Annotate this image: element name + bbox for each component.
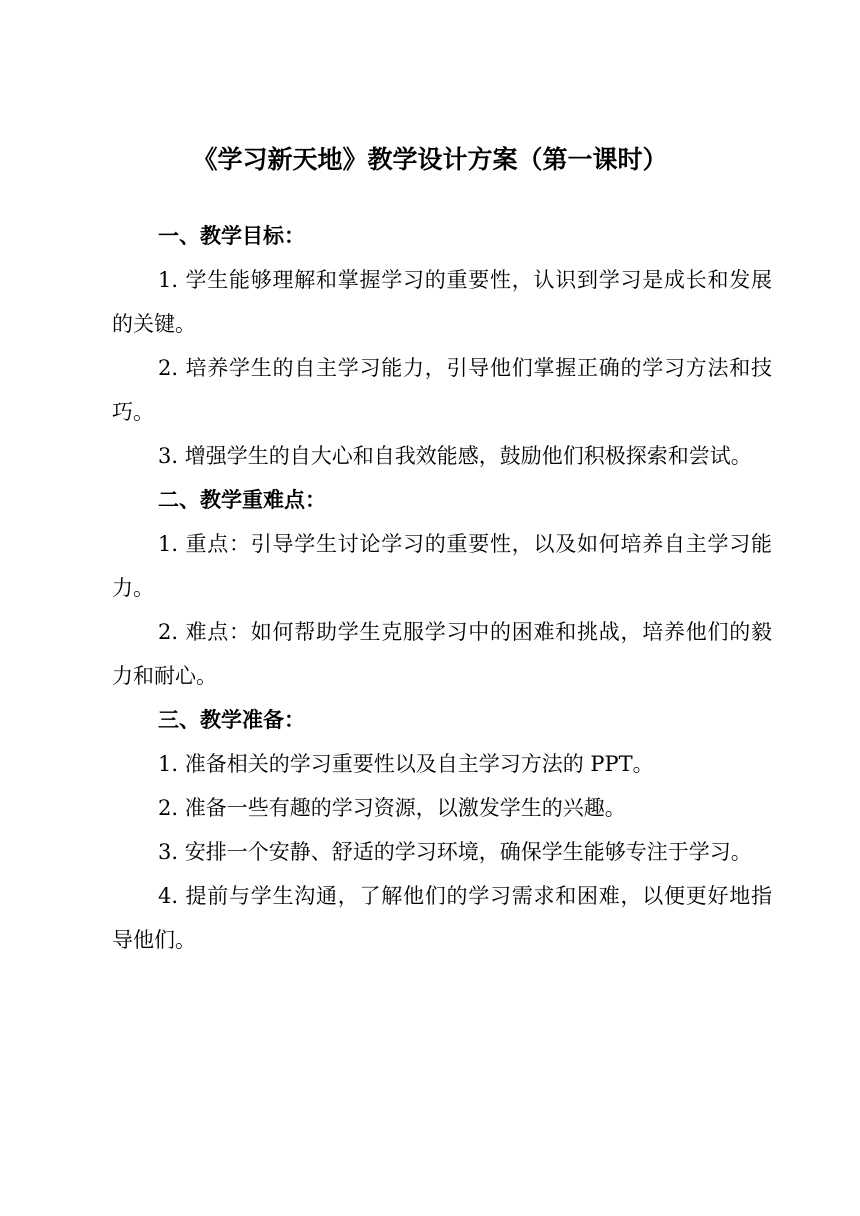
section-key-difficult-points [112,478,772,698]
paragraph: 1. 重点：引导学生讨论学习的重要性，以及如何培养自主学习能力。 [112,532,772,600]
paragraph: 4. 提前与学生沟通，了解他们的学习需求和困难，以便更好地指导他们。 [112,884,772,952]
section-heading: 三、教学准备： [158,707,305,732]
paragraph: 2. 难点：如何帮助学生克服学习中的困难和挑战，培养他们的毅力和耐心。 [112,620,772,688]
section-heading: 一、教学目标： [158,223,305,248]
section-heading: 二、教学重难点： [158,487,326,512]
paragraph: 2. 准备一些有趣的学习资源，以激发学生的兴趣。 [158,796,626,820]
paragraph: 1. 准备相关的学习重要性以及自主学习方法的 PPT。 [158,752,654,776]
paragraph: 2. 培养学生的自主学习能力，引导他们掌握正确的学习方法和技巧。 [112,356,772,424]
paragraph: 1. 学生能够理解和掌握学习的重要性，认识到学习是成长和发展的关键。 [112,268,772,336]
section-teaching-preparation [112,698,772,962]
paragraph: 3. 增强学生的自大心和自我效能感，鼓励他们积极探索和尝试。 [158,444,752,468]
document-body [112,214,772,962]
document-title: 《学习新天地》教学设计方案（第一课时） [192,145,668,174]
section-teaching-goals [112,214,772,478]
paragraph: 3. 安排一个安静、舒适的学习环境，确保学生能够专注于学习。 [158,840,752,864]
